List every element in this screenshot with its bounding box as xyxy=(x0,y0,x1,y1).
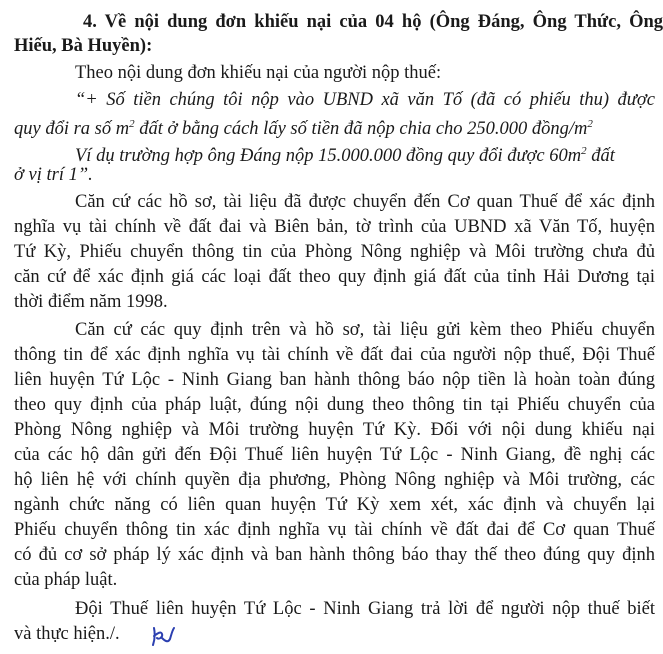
closing-text-1: Đội Thuế liên huyện Tứ Lộc - Ninh Giang trả lời để người nộp thuế biết xyxy=(75,599,655,619)
paragraph2-line xyxy=(75,318,655,342)
intro-text: Theo nội dung đơn khiếu nại của người nộp thuế: xyxy=(75,63,442,83)
paragraph2-text: Phòng Nông nghiệp và Môi trường huyện Tứ Kỳ. Đối với nội dung khiếu nại xyxy=(14,420,655,440)
paragraph2-text: theo quy định của pháp luật, đúng nội dung theo thông tin tại Phiếu chuyển của xyxy=(14,395,655,415)
quote-line-1 xyxy=(75,88,655,112)
paragraph2-text: Phiếu chuyển thông tin xác định nghĩa vụ tài chính về đất đai để Cơ quan Thuế xyxy=(14,520,655,540)
paragraph2-text: ngành chức năng có liên quan huyện Tứ Kỳ xem xét, xác định và chuyển lại xyxy=(14,495,655,515)
paragraph1-text: căn cứ để xác định giá các loại đất theo quy định giá đất của tỉnh Hải Dương tại xyxy=(14,267,655,287)
paragraph2-line xyxy=(14,493,655,517)
paragraph2-line xyxy=(14,443,655,467)
signature-mark xyxy=(148,625,176,647)
superscript-2: 2 xyxy=(581,145,587,157)
quote-text-3b: đất xyxy=(586,146,615,167)
quote-text-2b: đất ở bằng cách lấy số tiền đã nộp chia cho 250.000 đồng/m xyxy=(134,119,588,140)
paragraph1-line xyxy=(75,190,655,214)
quote-line-4: ở vị trí 1”. xyxy=(14,165,93,185)
paragraph2-text: thông tin để xác định nghĩa vụ tài chính về đất đai của người nộp thuế, Đội Thuế xyxy=(14,345,655,365)
signature-stroke xyxy=(153,628,174,645)
paragraph1-line xyxy=(14,240,655,264)
superscript-2: 2 xyxy=(587,118,593,130)
paragraph2-line xyxy=(14,343,655,367)
paragraph2-line xyxy=(14,393,655,417)
paragraph1-text: nghĩa vụ tài chính về đất đai và Biên bản, tờ trình của UBND xã Văn Tố, huyện xyxy=(14,217,655,237)
section-heading-text-1: 4. Về nội dung đơn khiếu nại của 04 hộ (Ông Đáng, Ông Thức, Ông xyxy=(83,12,663,32)
paragraph1-line xyxy=(14,265,655,289)
paragraph1-line xyxy=(14,215,655,239)
quote-text-2a: quy đổi ra số m xyxy=(14,119,130,140)
paragraph1-line: thời điểm năm 1998. xyxy=(14,292,168,312)
closing-line-1 xyxy=(75,597,655,621)
paragraph2-text: có đủ cơ sở pháp lý xác định và ban hành thông báo thay thế theo đúng quy định xyxy=(14,545,655,565)
section-heading-line-2: Hiếu, Bà Huyền): xyxy=(14,36,153,56)
paragraph2-line xyxy=(14,543,655,567)
paragraph2-line: của pháp luật. xyxy=(14,570,118,590)
quote-text-1: “+ Số tiền chúng tôi nộp vào UBND xã văn Tố (đã có phiếu thu) được xyxy=(75,90,655,110)
paragraph2-line xyxy=(14,468,655,492)
section-heading-line-1 xyxy=(83,10,663,34)
paragraph1-text: Căn cứ các hồ sơ, tài liệu đã được chuyển đến Cơ quan Thuế để xác định xyxy=(75,192,655,212)
paragraph2-text: hộ liên hệ với chính quyền địa phương, Phòng Nông nghiệp và Môi trường, các xyxy=(14,470,655,490)
quote-line-2 xyxy=(14,112,663,140)
quote-text-3a: Ví dụ trường hợp ông Đáng nộp 15.000.000 đồng quy đổi được 60m xyxy=(75,146,582,167)
paragraph2-text: Căn cứ các quy định trên và hồ sơ, tài liệu gửi kèm theo Phiếu chuyển xyxy=(75,320,655,340)
superscript-2: 2 xyxy=(129,118,135,130)
quote-line-3 xyxy=(75,139,663,167)
paragraph2-line xyxy=(14,368,655,392)
paragraph2-text: liên huyện Tứ Lộc - Ninh Giang ban hành thông báo nộp tiền là hoàn toàn đúng xyxy=(14,370,655,390)
closing-line-2: và thực hiện./. xyxy=(14,624,120,644)
paragraph2-line xyxy=(14,518,655,542)
paragraph1-text: Tứ Kỳ, Phiếu chuyển thông tin của Phòng Nông nghiệp và Môi trường chưa đủ xyxy=(14,242,655,262)
paragraph2-line xyxy=(14,418,655,442)
paragraph2-text: của các hộ dân gửi đến Đội Thuế liên huyện Tứ Lộc - Ninh Giang, đề nghị các xyxy=(14,445,655,465)
